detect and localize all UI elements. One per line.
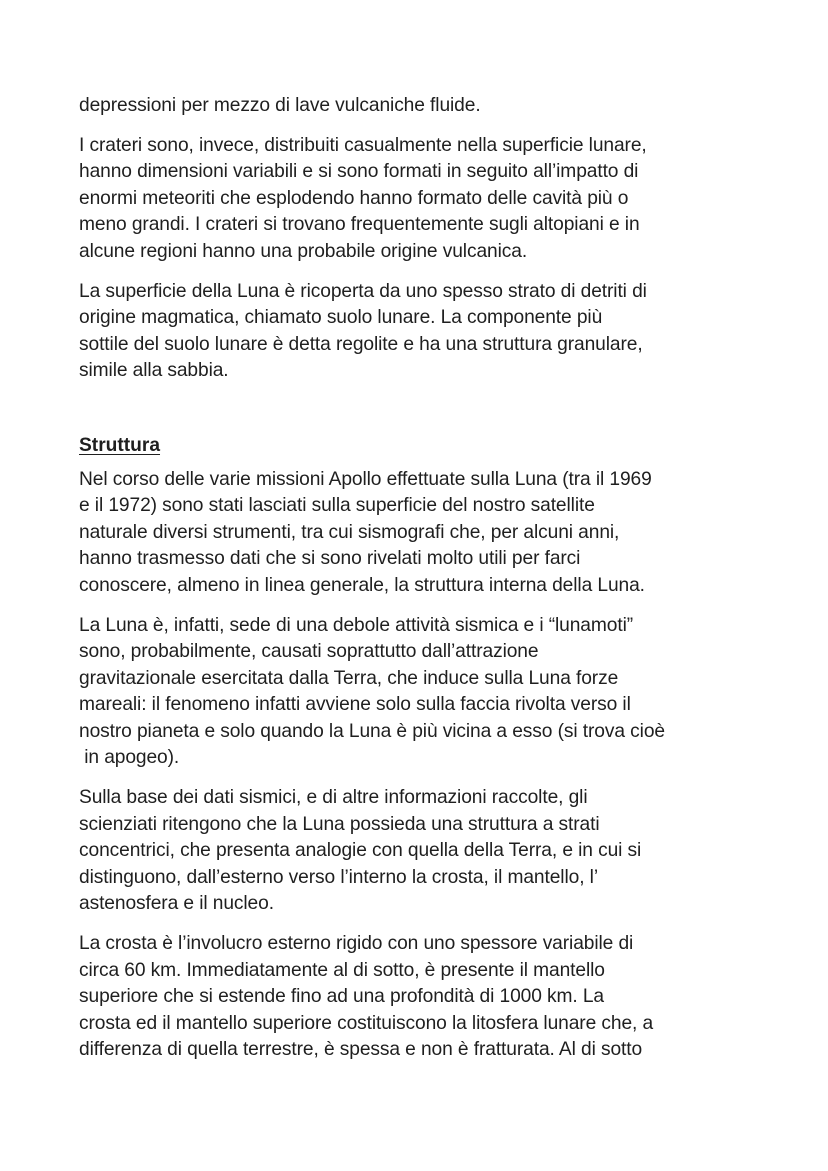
paragraph-lave: [79, 93, 759, 120]
text-line: enormi meteoriti che esplodendo hanno formato delle cavità più o: [79, 187, 629, 209]
paragraph-strati: [79, 785, 759, 918]
text-line: I crateri sono, invece, distribuiti casualmente nella superficie lunare,: [79, 134, 647, 156]
text-line: nostro pianeta e solo quando la Luna è più vicina a esso (si trova cioè: [79, 720, 665, 742]
text-line: in apogeo).: [79, 747, 180, 769]
paragraph-lunamoti: [79, 613, 759, 773]
text-line: differenza di quella terrestre, è spessa e non è fratturata. Al di sotto: [79, 1039, 643, 1061]
text-line: distinguono, dall’esterno verso l’interno la crosta, il mantello, l’: [79, 866, 598, 888]
text-line: La superficie della Luna è ricoperta da uno spesso strato di detriti di: [79, 280, 647, 302]
text-line: hanno dimensioni variabili e si sono formati in seguito all’impatto di: [79, 161, 639, 183]
text-line: gravitazionale esercitata dalla Terra, che induce sulla Luna forze: [79, 667, 619, 689]
text-line: sono, probabilmente, causati soprattutto dall’attrazione: [79, 641, 539, 663]
text-line: superiore che si estende fino ad una profondità di 1000 km. La: [79, 986, 605, 1008]
paragraph-apollo: [79, 467, 759, 600]
text-line: circa 60 km. Immediatamente al di sotto, è presente il mantello: [79, 959, 605, 981]
text-line: La crosta è l’involucro esterno rigido con uno spessore variabile di: [79, 933, 634, 955]
text-line: alcune regioni hanno una probabile origine vulcanica.: [79, 240, 528, 262]
text-line: hanno trasmesso dati che si sono rivelati molto utili per farci: [79, 548, 581, 570]
text-line: origine magmatica, chiamato suolo lunare. La componente più: [79, 307, 603, 329]
text-line: meno grandi. I crateri si trovano frequentemente sugli altopiani e in: [79, 214, 640, 236]
text-line: mareali: il fenomeno infatti avviene solo sulla faccia rivolta verso il: [79, 694, 631, 716]
text-line: scienziati ritengono che la Luna possieda una struttura a strati: [79, 813, 600, 835]
paragraph-superficie: [79, 279, 759, 385]
section-heading: Struttura: [79, 434, 161, 456]
text-line: concentrici, che presenta analogie con quella della Terra, e in cui si: [79, 840, 642, 862]
text-line: naturale diversi strumenti, tra cui sismografi che, per alcuni anni,: [79, 521, 620, 543]
paragraph-crateri: [79, 133, 759, 266]
text-line: Nel corso delle varie missioni Apollo effettuate sulla Luna (tra il 1969: [79, 468, 652, 490]
text-line: sottile del suolo lunare è detta regolite e ha una struttura granulare,: [79, 333, 643, 355]
text-line: La Luna è, infatti, sede di una debole attività sismica e i “lunamoti”: [79, 614, 634, 636]
text-line: e il 1972) sono stati lasciati sulla superficie del nostro satellite: [79, 495, 595, 517]
text-line: crosta ed il mantello superiore costituiscono la litosfera lunare che, a: [79, 1012, 654, 1034]
paragraph-crosta: [79, 931, 759, 1064]
text-line: depressioni per mezzo di lave vulcaniche fluide.: [79, 95, 481, 116]
text-line: conoscere, almeno in linea generale, la struttura interna della Luna.: [79, 574, 645, 596]
text-line: Sulla base dei dati sismici, e di altre informazioni raccolte, gli: [79, 787, 588, 809]
document-page: [79, 93, 759, 1077]
text-line: simile alla sabbia.: [79, 360, 229, 382]
text-line: astenosfera e il nucleo.: [79, 893, 274, 915]
